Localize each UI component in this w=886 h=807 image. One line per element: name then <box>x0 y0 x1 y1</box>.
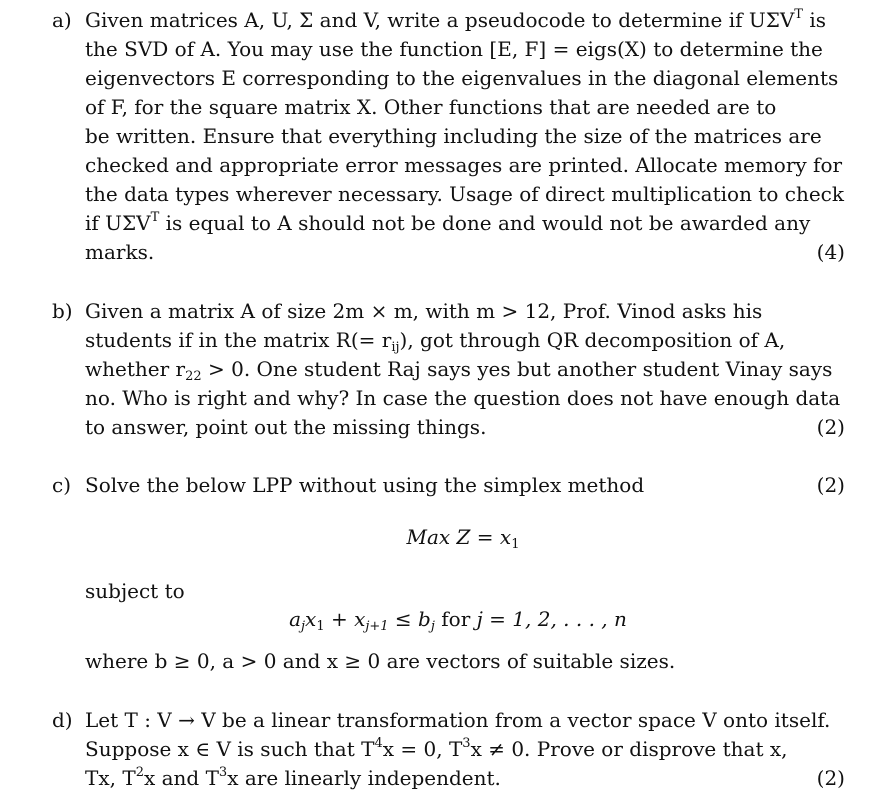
question-c-text: Solve the below LPP without using the simplex method <box>85 473 645 497</box>
question-c-label: c) <box>52 473 72 497</box>
question-b-marks: (2) <box>816 415 845 439</box>
question-a-body <box>85 6 845 267</box>
question-b-line-2: students if in the matrix $R(= r_{ij})$, got through QR decomposition of A, <box>85 328 786 355</box>
question-b-line-1: Given a matrix A of size 2m × m, with m > 12, Prof. Vinod asks his <box>85 299 763 323</box>
question-d-label: d) <box>52 708 73 732</box>
question-b-line-3: whether $r_{22} > 0$. One student Raj says yes but another student Vinay says <box>85 357 833 384</box>
where-line: where b ≥ 0, a > 0 and x ≥ 0 are vectors of suitable sizes. <box>85 649 676 673</box>
question-c-body <box>85 471 845 500</box>
question-c-marks: (2) <box>816 473 845 497</box>
constraint-equation: $a_jx_1 + x_{j+1} \le b_j$ for j = 1, 2, . . . , n <box>289 607 627 634</box>
question-a-line-3: eigenvectors E corresponding to the eigenvalues in the diagonal elements <box>85 66 839 90</box>
question-d-marks: (2) <box>816 766 845 790</box>
objective-function: Max $Z = x_1$ <box>406 525 520 552</box>
question-a-line-5: be written. Ensure that everything including the size of the matrices are <box>85 124 822 148</box>
question-d-line-3: Tx, $T^2x$ and $T^3x$ are linearly independent. <box>85 765 501 790</box>
question-a-line-2: the SVD of A. You may use the function [E, F] = eigs(X) to determine the <box>85 37 823 61</box>
subject-to-label: subject to <box>85 579 185 603</box>
question-a-line-8: if $U\Sigma V^T$ is equal to A should not be done and would not be awarded any <box>85 210 811 235</box>
question-b-body <box>85 297 845 442</box>
question-a-line-7: the data types wherever necessary. Usage of direct multiplication to check <box>85 182 844 206</box>
question-d-body <box>85 706 845 793</box>
question-d-line-1: Let T : V → V be a linear transformation from a vector space V onto itself. <box>85 708 831 732</box>
question-b-label: b) <box>52 299 73 323</box>
question-d-line-2: Suppose x ∈ V is such that $T^4x = 0$, $T^3x \ne 0$. Prove or disprove that x, <box>85 736 788 761</box>
question-b-line-4: no. Who is right and why? In case the question does not have enough data <box>85 386 841 410</box>
question-b-line-5: to answer, point out the missing things. <box>85 415 487 439</box>
question-a-line-9: marks. <box>85 240 155 264</box>
question-a-line-1: Given matrices A, U, Σ and V, write a pseudocode to determine if $U\Sigma V^T$ is <box>85 7 826 32</box>
question-a-label: a) <box>52 8 72 32</box>
question-a-line-6: checked and appropriate error messages are printed. Allocate memory for <box>85 153 843 177</box>
question-a-marks: (4) <box>816 240 845 264</box>
question-a-line-4: of F, for the square matrix X. Other functions that are needed are to <box>85 95 777 119</box>
